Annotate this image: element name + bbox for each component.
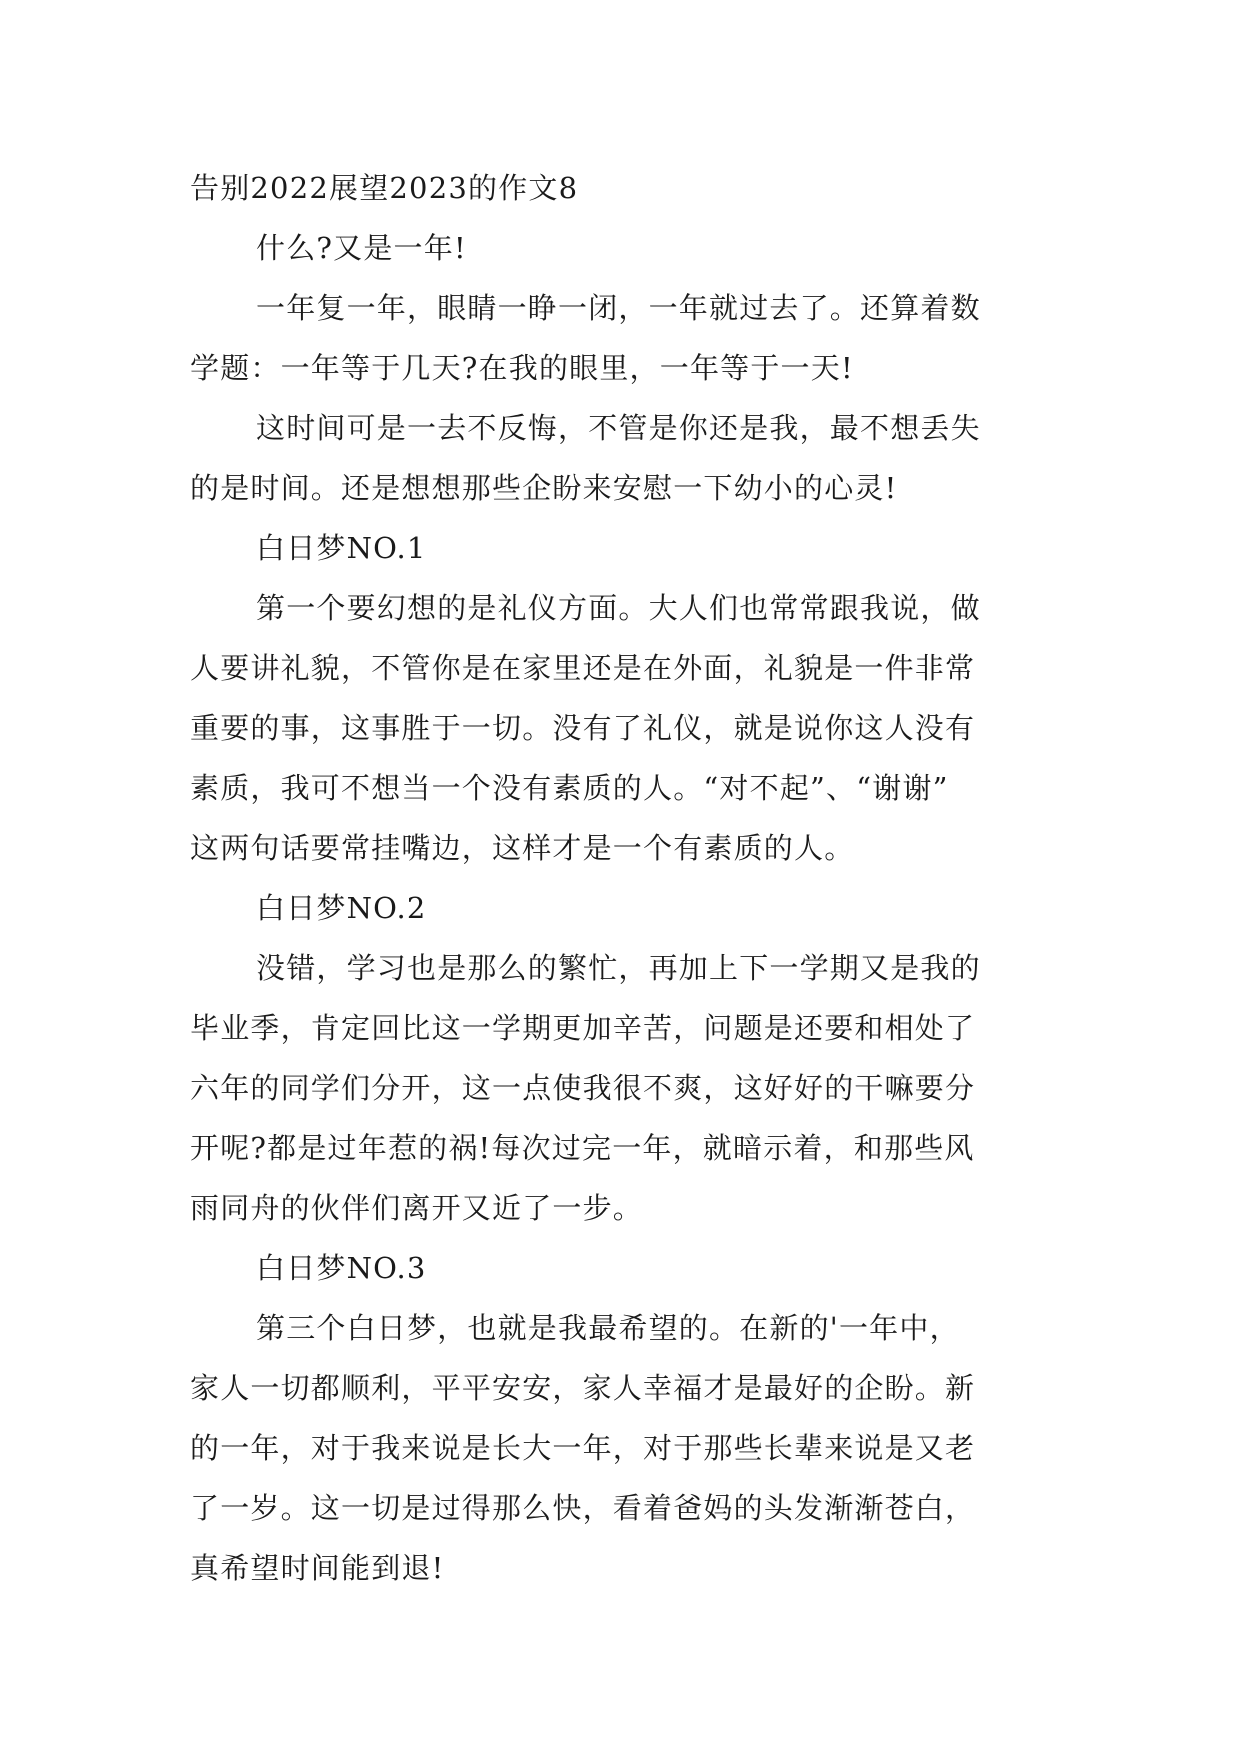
paragraph-line: 了一岁。这一切是过得那么快，看着爸妈的头发渐渐苍白， bbox=[190, 1491, 976, 1525]
paragraph-line: 学题：一年等于几天?在我的眼里，一年等于一天! bbox=[190, 351, 854, 385]
paragraph-line: 的是时间。还是想想那些企盼来安慰一下幼小的心灵! bbox=[190, 471, 898, 505]
paragraph-line: 六年的同学们分开，这一点使我很不爽，这好好的干嘛要分 bbox=[190, 1071, 976, 1105]
paragraph-line: 素质，我可不想当一个没有素质的人。“对不起”、“谢谢” bbox=[190, 771, 949, 805]
paragraph-line: 家人一切都顺利，平平安安，家人幸福才是最好的企盼。新 bbox=[190, 1371, 976, 1405]
paragraph-line: 没错，学习也是那么的繁忙，再加上下一学期又是我的 bbox=[256, 951, 981, 985]
document-title: 告别2022展望2023的作文8 bbox=[190, 171, 579, 205]
paragraph-line: 这时间可是一去不反悔，不管是你还是我，最不想丢失 bbox=[256, 411, 981, 445]
paragraph-line: 人要讲礼貌，不管你是在家里还是在外面，礼貌是一件非常 bbox=[190, 651, 976, 685]
paragraph-line: 雨同舟的伙伴们离开又近了一步。 bbox=[190, 1191, 644, 1225]
paragraph-line: 第一个要幻想的是礼仪方面。大人们也常常跟我说，做 bbox=[256, 591, 981, 625]
document-body bbox=[190, 158, 1060, 1598]
section-heading: 白日梦NO.2 bbox=[256, 891, 427, 925]
paragraph-line: 真希望时间能到退! bbox=[190, 1551, 445, 1585]
paragraph-line: 什么?又是一年! bbox=[256, 231, 467, 265]
paragraph-line: 毕业季，肯定回比这一学期更加辛苦，问题是还要和相处了 bbox=[190, 1011, 976, 1045]
paragraph-line: 一年复一年，眼睛一睁一闭，一年就过去了。还算着数 bbox=[256, 291, 981, 325]
paragraph-line: 重要的事，这事胜于一切。没有了礼仪，就是说你这人没有 bbox=[190, 711, 976, 745]
paragraph-line: 开呢?都是过年惹的祸!每次过完一年，就暗示着，和那些风 bbox=[190, 1131, 975, 1165]
paragraph-line: 的一年，对于我来说是长大一年，对于那些长辈来说是又老 bbox=[190, 1431, 976, 1465]
paragraph-line: 这两句话要常挂嘴边，这样才是一个有素质的人。 bbox=[190, 831, 855, 865]
paragraph-line: 第三个白日梦，也就是我最希望的。在新的'一年中， bbox=[256, 1311, 960, 1345]
section-heading: 白日梦NO.3 bbox=[256, 1251, 427, 1285]
section-heading: 白日梦NO.1 bbox=[256, 531, 427, 565]
